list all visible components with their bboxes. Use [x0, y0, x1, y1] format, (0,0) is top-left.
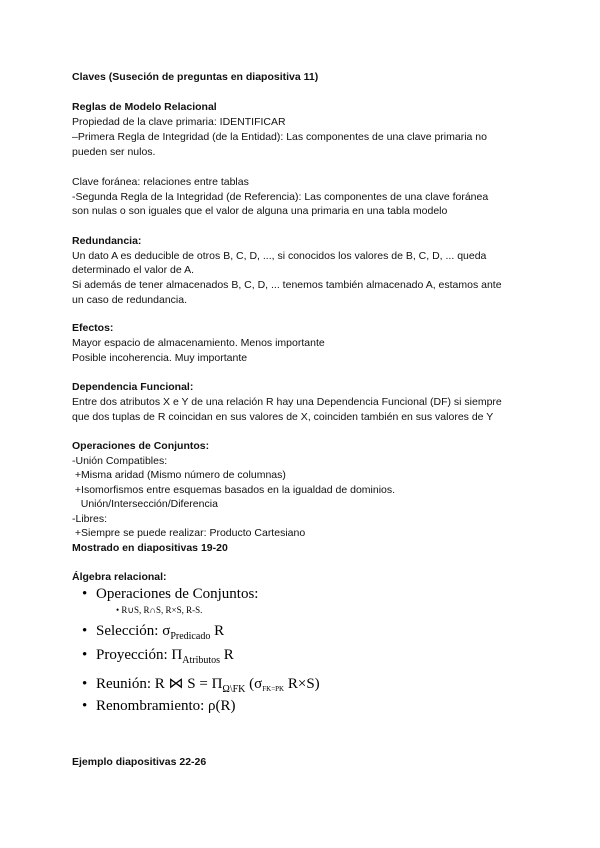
section-heading-algebra: Álgebra relacional:	[72, 571, 167, 583]
bullet-icon: •	[82, 698, 88, 714]
text-line: un caso de redundancia.	[72, 294, 188, 306]
bullet-icon: •	[82, 586, 88, 602]
algebra-bullet-renombramiento: • Renombramiento: ρ(R)	[82, 698, 236, 714]
text-line: que dos tuplas de R coincidan en sus valores de X, coinciden también en sus valores de Y	[72, 411, 494, 423]
bullet-icon: •	[82, 647, 88, 663]
text-line: +Misma aridad (Mismo número de columnas)	[72, 469, 286, 481]
algebra-bullet-proyeccion: • Proyección: $\Pi_{Atributos}$ R	[82, 647, 234, 666]
text-line: Clave foránea: relaciones entre tablas	[72, 176, 249, 188]
text-line: Propiedad de la clave primaria: IDENTIFICAR	[72, 116, 286, 128]
text-line: son nulas o son iguales que el valor de alguna una primaria en una tabla modelo	[72, 205, 448, 217]
text-line: Unión/Intersección/Diferencia	[72, 498, 218, 510]
text-line: -Unión Compatibles:	[72, 455, 168, 467]
document-title: Claves (Suseción de preguntas en diapositiva 11)	[72, 71, 319, 83]
text-line: Un dato A es deducible de otros B, C, D, ..., si conocidos los valores de B, C, D, ... queda	[72, 250, 487, 262]
algebra-bullet-seleccion: • Selección: $\sigma_{Predicado}$ R	[82, 623, 225, 642]
text-line: -Segunda Regla de la Integridad (de Referencia): Las componentes de una clave foránea	[72, 191, 489, 203]
text-line: +Isomorfismos entre esquemas basados en la igualdad de dominios.	[72, 484, 396, 496]
algebra-bullet-conjuntos	[82, 585, 258, 603]
section-heading-redundancia: Redundancia:	[72, 235, 142, 247]
section-heading-efectos: Efectos:	[72, 322, 114, 334]
text-line: -Libres:	[72, 513, 108, 525]
text-line: Mayor espacio de almacenamiento. Menos importante	[72, 337, 325, 349]
text-line: Posible incoherencia. Muy importante	[72, 352, 248, 364]
bullet-text: R∪S, R∩S, R×S, R-S.	[121, 605, 203, 615]
text-line: determinado el valor de A.	[72, 264, 194, 276]
bullet-icon: •	[82, 623, 88, 639]
algebra-sub-conjuntos	[116, 605, 202, 616]
bullet-icon: •	[116, 605, 120, 615]
text-line: Entre dos atributos X e Y de una relación R hay una Dependencia Funcional (DF) si siempre	[72, 396, 502, 408]
bullet-icon: •	[82, 676, 88, 692]
section-heading-conjuntos: Operaciones de Conjuntos:	[72, 440, 210, 452]
section-heading-dependencia: Dependencia Funcional:	[72, 381, 194, 393]
diapositivas-note: Mostrado en diapositivas 19-20	[72, 542, 228, 554]
text-line: –Primera Regla de Integridad (de la Entidad): Las componentes de una clave primaria no	[72, 131, 487, 143]
section-heading-reglas: Reglas de Modelo Relacional	[72, 101, 217, 113]
algebra-bullet-reunion: • Reunión: R ⋈ $S = \Pi_{\Omega\backslash FK}$ ($\sigma_{FK=PK}$ R×S)	[82, 676, 320, 695]
ejemplo-note: Ejemplo diapositivas 22-26	[72, 756, 207, 768]
text-line: pueden ser nulos.	[72, 146, 156, 158]
bullet-text: Operaciones de Conjuntos:	[96, 586, 259, 602]
text-line: Si además de tener almacenados B, C, D, ... tenemos también almacenado A, estamos ante	[72, 279, 502, 291]
text-line: +Siempre se puede realizar: Producto Cartesiano	[72, 527, 306, 539]
